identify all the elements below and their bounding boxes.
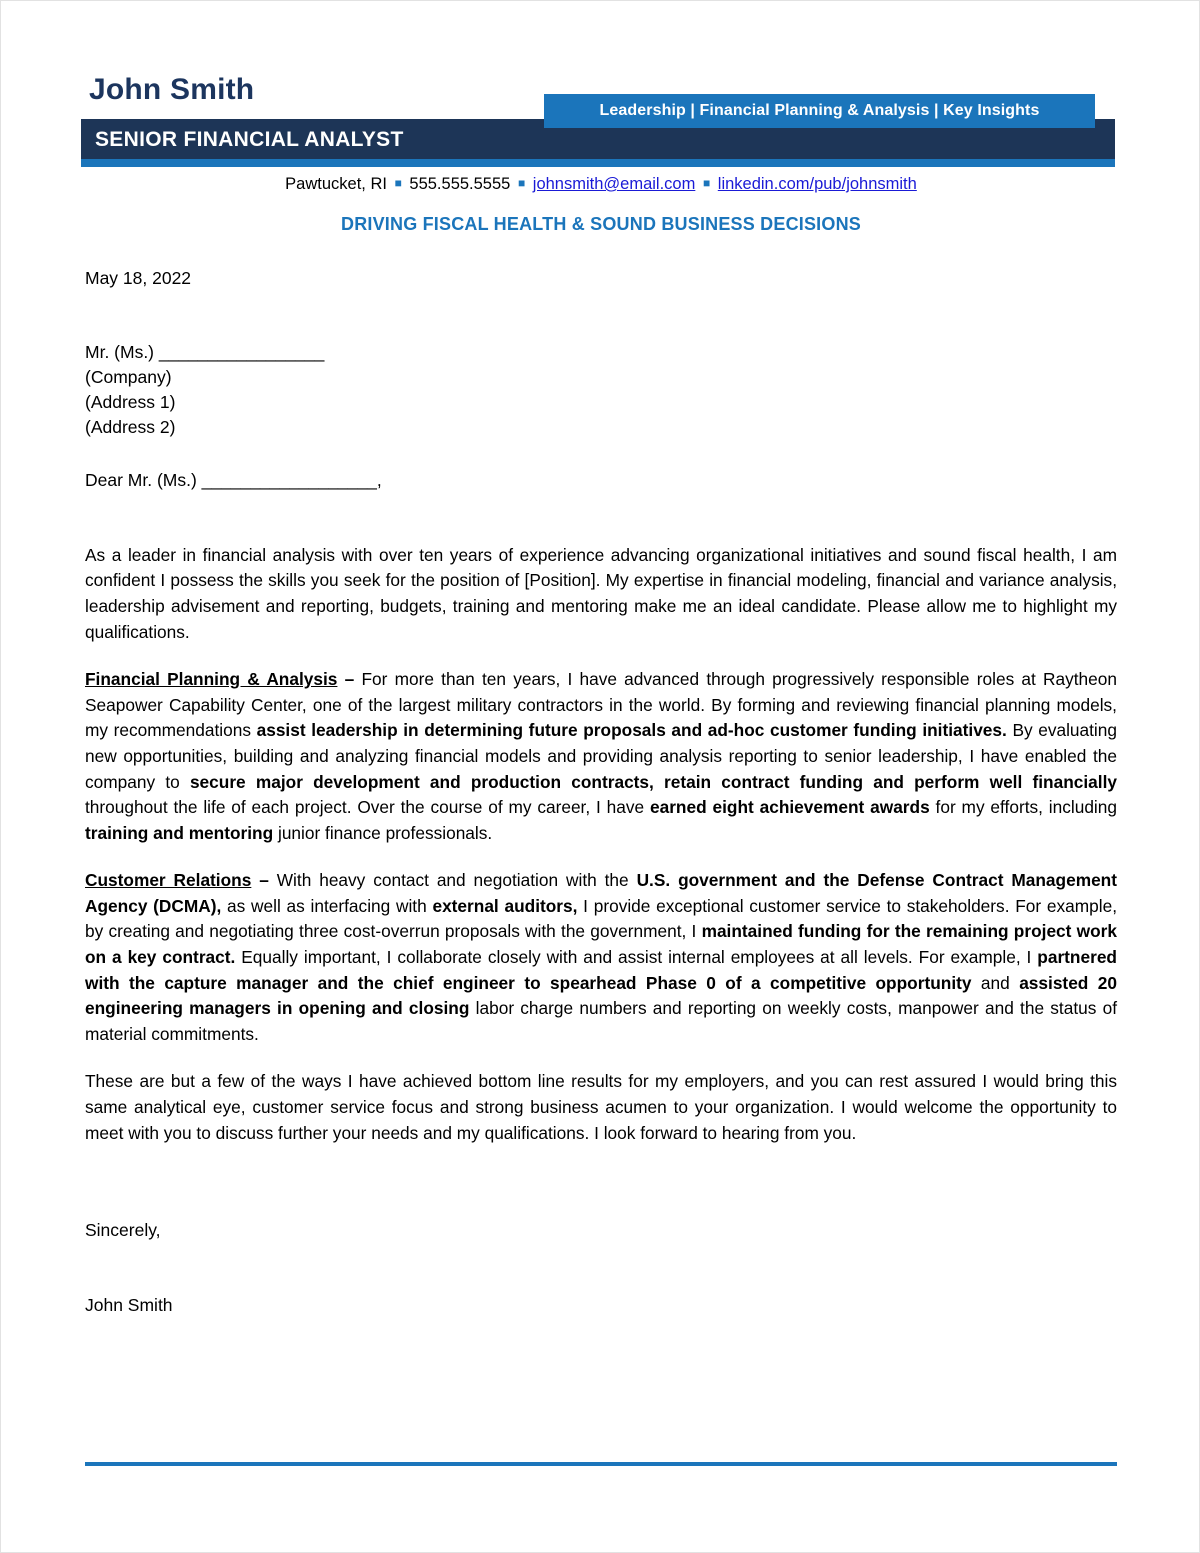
fpa-bold4: training and mentoring [85,822,274,843]
spacer [85,1168,1117,1218]
paragraph-closing [85,1069,1117,1146]
recipient-address2-line: (Address 2) [85,416,176,437]
tagline-box [544,94,1095,128]
letter-date: May 18, 2022 [85,268,192,288]
cr-dash: – [251,870,277,891]
contact-location: Pawtucket, RI [285,175,387,193]
fpa-part3: throughout the life of each project. Over the course of my career, I have [85,797,650,818]
closing-text: These are but a few of the ways I have achieved bottom line results for my employers, and you can rest assured I would bring this same analytical eye, customer service focus and strong business acumen to your organization. I would welcome the opportunity to meet with you to discuss further your needs and my qualifications. I look forward to hearing from you. [85,1071,1117,1143]
cr-bold5: assisted 20 engineering managers in opening and closing [85,972,1117,1019]
fpa-part1: For more than ten years, I have advanced through progressively responsible roles at Raytheon Seapower Capability Center, one of the largest military contractors in the world. By forming and reviewing financial planning models, my recommendations [85,669,1118,741]
cr-part6: labor charge numbers and reporting on weekly costs, manpower and the status of material commitments. [85,998,1117,1044]
section-heading-fpa: Financial Planning & Analysis [85,669,338,690]
intro-text: As a leader in financial analysis with over ten years of experience advancing organizational initiatives and sound fiscal health, I am confident I possess the skills you seek for the position of [Position]. My expertise in financial modeling, financial and variance analysis, leadership advisement and reporting, budgets, training and mentoring make me an ideal candidate. Please allow me to highlight my qualifications. [85,544,1117,642]
bullet-separator-icon: ■ [702,176,711,190]
fpa-part4: for my efforts, including [929,797,1117,818]
cr-part1: With heavy contact and negotiation with the [276,870,637,891]
paragraph-financial-planning [85,667,1117,846]
letter-body [85,267,1117,1318]
fpa-bold2: secure major development and production contracts, retain contract funding and perform well financially [189,771,1117,792]
tagline-text: Leadership | Financial Planning & Analysis | Key Insights [599,102,1040,119]
cr-bold4: partnered with the capture manager and the chief engineer to spearhead Phase 0 of a competitive opportunity [85,947,1117,993]
salutation: Dear Mr. (Ms.) __________________, [85,469,382,490]
recipient-company-line: (Company) [85,366,172,387]
recipient-address1-line: (Address 1) [85,391,176,412]
fpa-bold1: assist leadership in determining future proposals and ad-hoc customer funding initiatives. [256,720,1007,741]
letterhead [1,1,1199,171]
bullet-separator-icon: ■ [517,176,526,190]
cr-part2: as well as interfacing with [221,895,433,916]
cr-bold1: U.S. government and the Defense Contract Management Agency (DCMA), [85,870,1117,916]
contact-email-link[interactable]: johnsmith@email.com [532,175,696,193]
sign-off: Sincerely, [85,1220,161,1241]
recipient-name-line: Mr. (Ms.) _________________ [85,341,325,362]
recipient-address-block [85,340,1117,440]
fpa-dash: – [337,669,362,690]
contact-phone: 555.555.5555 [409,175,511,193]
professional-headline: DRIVING FISCAL HEALTH & SOUND BUSINESS DECISIONS [341,214,861,234]
spacer [85,493,1117,543]
cr-bold2: external auditors, [432,895,578,916]
paragraph-intro [85,543,1117,645]
paragraph-customer-relations [85,868,1117,1047]
fpa-bold3: earned eight achievement awards [649,797,930,818]
cr-part5: and [971,972,1020,993]
cr-bold3: maintained funding for the remaining project work on a key contract. [85,921,1117,968]
footer-rule [85,1462,1117,1466]
fpa-part5: junior finance professionals. [273,822,493,843]
candidate-name: John Smith [89,73,255,106]
bullet-separator-icon: ■ [394,176,402,190]
spacer [85,440,1117,468]
cr-part3: I provide exceptional customer service to stakeholders. For example, by creating and negotiating three cost-overrun proposals with the government, I [85,895,1118,942]
contact-linkedin-link[interactable]: linkedin.com/pub/johnsmith [717,175,917,193]
spacer [85,1243,1117,1293]
signature-name: John Smith [85,1295,173,1316]
cr-part4: Equally important, I collaborate closely with and assist internal employees at all levels. For example, I [235,947,1038,968]
section-heading-customer-relations: Customer Relations [85,870,252,891]
accent-strip [81,159,1115,167]
job-title: SENIOR FINANCIAL ANALYST [95,128,404,151]
spacer [85,290,1117,340]
fpa-part2: By evaluating new opportunities, building and analyzing financial models and providing analysis reporting to senior leadership, I have enabled the company to [85,720,1117,792]
contact-line [1,175,1200,194]
